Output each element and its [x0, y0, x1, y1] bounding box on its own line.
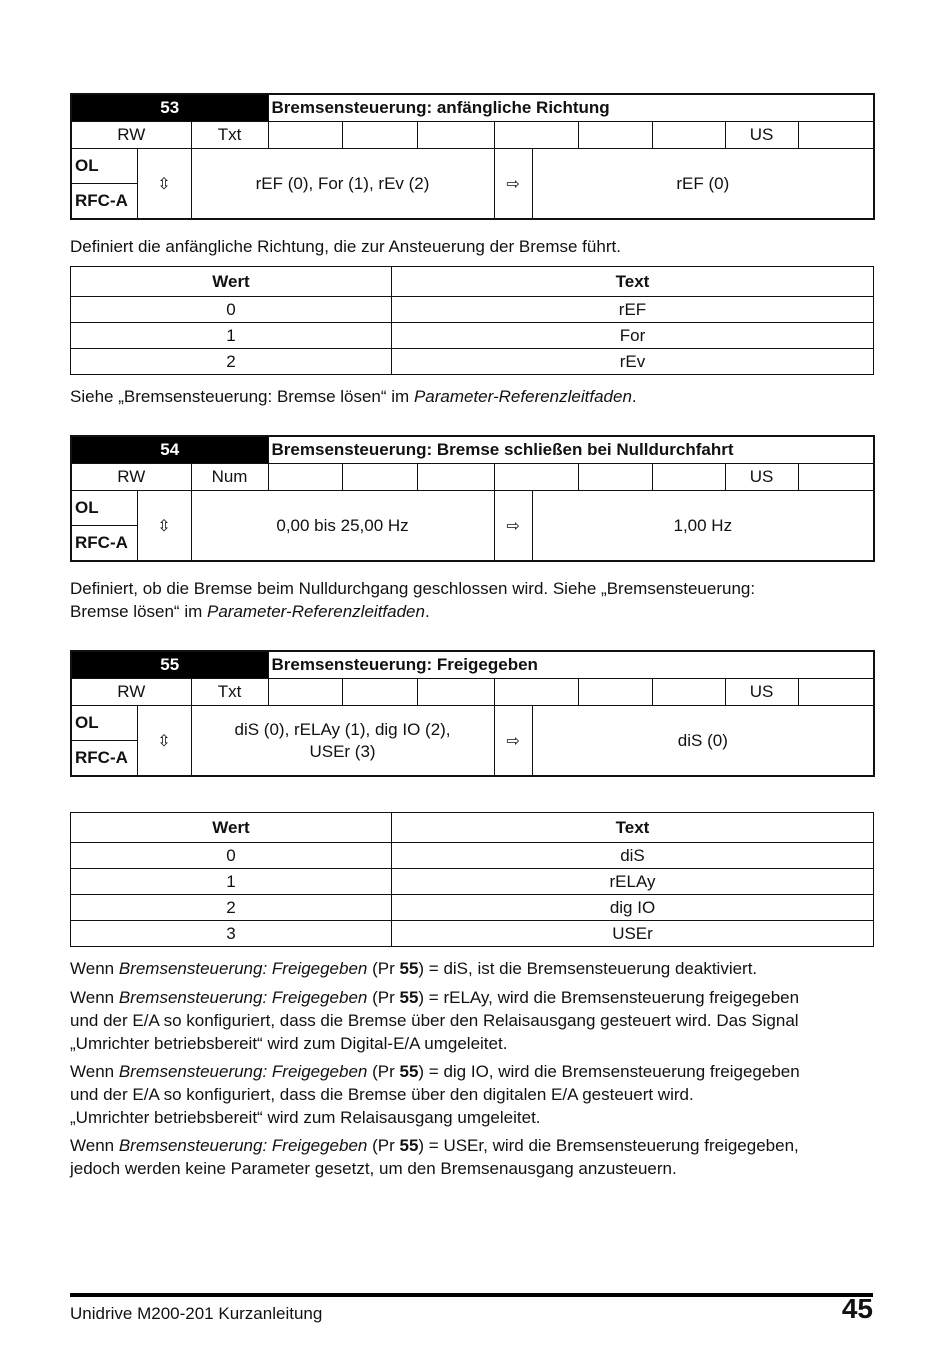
- updown-arrow-icon: ⇳: [137, 706, 191, 777]
- reference-guide-name: Parameter-Referenzleitfaden: [206, 602, 425, 621]
- param-type: Txt: [191, 679, 268, 706]
- description-line-1: Definiert, ob die Bremse beim Nulldurchgang geschlossen wird. Siehe „Bremsensteuerung:: [70, 579, 756, 598]
- param-name: Bremsensteuerung: Freigegeben: [118, 988, 368, 1007]
- table-row: [71, 297, 874, 323]
- note-text: (Pr: [367, 988, 400, 1007]
- note-dis: [70, 957, 870, 980]
- param-number: 55: [71, 651, 268, 679]
- note-text: (Pr: [367, 959, 400, 978]
- note-text: Wenn: [70, 1062, 119, 1081]
- column-header-text: Text: [392, 813, 874, 843]
- param-type: Num: [191, 464, 268, 491]
- cell-text: dig IO: [392, 895, 874, 921]
- empty-cell: [494, 679, 578, 706]
- note-line: jedoch werden keine Parameter gesetzt, um den Bremsenausgang anzusteuern.: [70, 1159, 677, 1178]
- param-53-reference: [70, 385, 870, 408]
- param-54-table: [70, 435, 875, 562]
- mode-ol: OL: [71, 706, 137, 741]
- table-row: [71, 895, 874, 921]
- param-title: Bremsensteuerung: Freigegeben: [268, 651, 874, 679]
- param-title: Bremsensteuerung: Bremse schließen bei Nulldurchfahrt: [268, 436, 874, 464]
- column-header-value: Wert: [71, 813, 392, 843]
- mode-rfc-a: RFC-A: [71, 741, 137, 777]
- empty-cell: [798, 679, 874, 706]
- note-dig-io: [70, 1060, 870, 1129]
- note-relay: [70, 986, 870, 1055]
- flag-us: US: [725, 464, 798, 491]
- reference-period: .: [424, 602, 430, 621]
- empty-cell: [798, 464, 874, 491]
- param-default: 1,00 Hz: [532, 491, 874, 562]
- range-line-1: diS (0), rELAy (1), dig IO (2),: [234, 719, 451, 739]
- mode-ol: OL: [71, 149, 137, 184]
- mode-ol: OL: [71, 491, 137, 526]
- mode-rfc-a: RFC-A: [71, 184, 137, 220]
- param-53-values-table: [70, 266, 874, 375]
- table-row: [71, 921, 874, 947]
- reference-guide-name: Parameter-Referenzleitfaden: [413, 387, 632, 406]
- table-row: [71, 869, 874, 895]
- note-line: und der E/A so konfiguriert, dass die Bremse über den digitalen E/A gesteuert wird.: [70, 1085, 694, 1104]
- range-line-1: 0,00 bis 25,00 Hz: [276, 515, 409, 535]
- param-ref: 55: [399, 988, 419, 1007]
- cell-text: USEr: [392, 921, 874, 947]
- param-53-table: [70, 93, 875, 220]
- flag-us: US: [725, 679, 798, 706]
- param-name: Bremsensteuerung: Freigegeben: [118, 1062, 368, 1081]
- note-user: [70, 1134, 870, 1180]
- footer-rule: [70, 1293, 873, 1297]
- empty-cell: [578, 122, 652, 149]
- cell-value: 2: [71, 349, 392, 375]
- empty-cell: [578, 679, 652, 706]
- access-rw: RW: [71, 679, 191, 706]
- empty-cell: [417, 679, 494, 706]
- param-range: [191, 706, 494, 777]
- note-text: (Pr: [367, 1136, 400, 1155]
- right-arrow-icon: ⇨: [494, 149, 532, 220]
- param-title: Bremsensteuerung: anfängliche Richtung: [268, 94, 874, 122]
- cell-value: 3: [71, 921, 392, 947]
- empty-cell: [268, 679, 342, 706]
- empty-cell: [268, 122, 342, 149]
- note-text: ) = rELAy, wird die Bremsensteuerung freigegeben: [418, 988, 800, 1007]
- empty-cell: [417, 464, 494, 491]
- cell-text: rELAy: [392, 869, 874, 895]
- param-ref: 55: [399, 1062, 419, 1081]
- param-ref: 55: [399, 959, 419, 978]
- mode-rfc-a: RFC-A: [71, 526, 137, 562]
- param-number: 53: [71, 94, 268, 122]
- param-number: 54: [71, 436, 268, 464]
- empty-cell: [652, 679, 725, 706]
- reference-text: Siehe „Bremsensteuerung: Bremse lösen“ im: [70, 387, 414, 406]
- cell-text: rEv: [392, 349, 874, 375]
- note-text: Wenn: [70, 1136, 119, 1155]
- updown-arrow-icon: ⇳: [137, 491, 191, 562]
- cell-value: 0: [71, 843, 392, 869]
- param-default: rEF (0): [532, 149, 874, 220]
- table-row: [71, 349, 874, 375]
- description-line-2: Bremse lösen“ im: [70, 602, 207, 621]
- param-default: diS (0): [532, 706, 874, 777]
- note-line: und der E/A so konfiguriert, dass die Bremse über den Relaisausgang gesteuert wird. Das Signal: [70, 1011, 799, 1030]
- param-54-description: [70, 577, 870, 623]
- reference-period: .: [631, 387, 637, 406]
- table-row: [71, 843, 874, 869]
- cell-text: For: [392, 323, 874, 349]
- column-header-text: Text: [392, 267, 874, 297]
- param-name: Bremsensteuerung: Freigegeben: [118, 959, 368, 978]
- param-ref: 55: [399, 1136, 419, 1155]
- param-type: Txt: [191, 122, 268, 149]
- column-header-value: Wert: [71, 267, 392, 297]
- note-text: Wenn: [70, 959, 119, 978]
- access-rw: RW: [71, 122, 191, 149]
- note-text: (Pr: [367, 1062, 400, 1081]
- cell-value: 1: [71, 869, 392, 895]
- right-arrow-icon: ⇨: [494, 706, 532, 777]
- page-number: 45: [841, 1293, 873, 1324]
- range-line-1: rEF (0), For (1), rEv (2): [255, 173, 430, 193]
- table-row: [71, 323, 874, 349]
- empty-cell: [268, 464, 342, 491]
- param-53-description: Definiert die anfängliche Richtung, die zur Ansteuerung der Bremse führt.: [70, 237, 621, 256]
- empty-cell: [652, 122, 725, 149]
- note-text: ) = USEr, wird die Bremsensteuerung freigegeben,: [418, 1136, 799, 1155]
- empty-cell: [417, 122, 494, 149]
- note-text: ) = dig IO, wird die Bremsensteuerung freigegeben: [418, 1062, 800, 1081]
- range-line-2: USEr (3): [309, 741, 376, 761]
- param-range: [191, 491, 494, 562]
- param-55-table: [70, 650, 875, 777]
- cell-text: diS: [392, 843, 874, 869]
- note-text: Wenn: [70, 988, 119, 1007]
- cell-value: 0: [71, 297, 392, 323]
- note-text: ) = diS, ist die Bremsensteuerung deaktiviert.: [418, 959, 758, 978]
- updown-arrow-icon: ⇳: [137, 149, 191, 220]
- param-name: Bremsensteuerung: Freigegeben: [118, 1136, 368, 1155]
- right-arrow-icon: ⇨: [494, 491, 532, 562]
- cell-value: 2: [71, 895, 392, 921]
- cell-text: rEF: [392, 297, 874, 323]
- empty-cell: [342, 122, 417, 149]
- note-line: „Umrichter betriebsbereit“ wird zum Relaisausgang umgeleitet.: [70, 1108, 541, 1127]
- cell-value: 1: [71, 323, 392, 349]
- footer-title: Unidrive M200-201 Kurzanleitung: [70, 1304, 323, 1323]
- param-55-values-table: [70, 812, 874, 947]
- empty-cell: [578, 464, 652, 491]
- flag-us: US: [725, 122, 798, 149]
- empty-cell: [652, 464, 725, 491]
- empty-cell: [494, 122, 578, 149]
- empty-cell: [494, 464, 578, 491]
- param-range: [191, 149, 494, 220]
- access-rw: RW: [71, 464, 191, 491]
- empty-cell: [798, 122, 874, 149]
- note-line: „Umrichter betriebsbereit“ wird zum Digital-E/A umgeleitet.: [70, 1034, 508, 1053]
- empty-cell: [342, 464, 417, 491]
- empty-cell: [342, 679, 417, 706]
